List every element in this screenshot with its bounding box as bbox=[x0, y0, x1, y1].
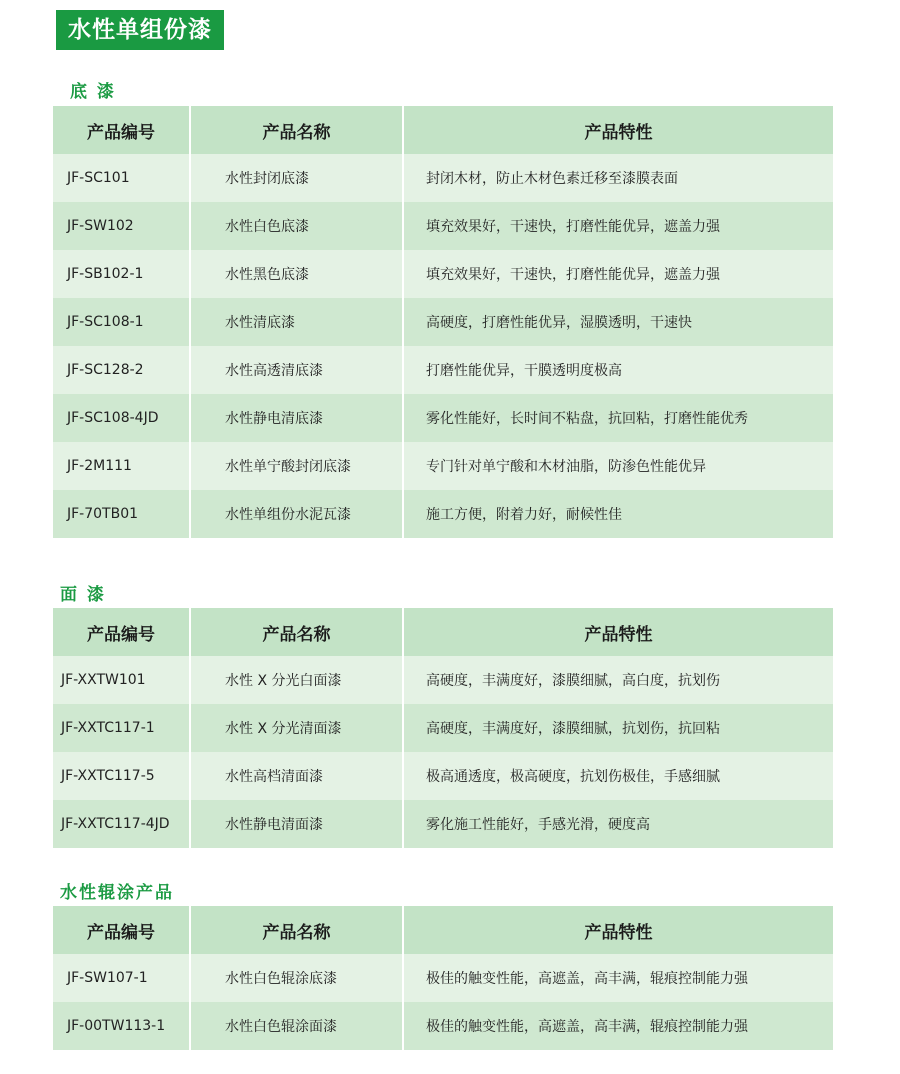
product-code: JF-SC108-1 bbox=[53, 298, 190, 346]
product-features: 极高通透度，极高硬度，抗划伤极佳，手感细腻 bbox=[403, 752, 833, 800]
table-header-row bbox=[53, 906, 833, 954]
header-features: 产品特性 bbox=[403, 106, 833, 154]
table-row bbox=[53, 656, 833, 704]
product-features: 施工方便，附着力好，耐候性佳 bbox=[403, 490, 833, 538]
product-features: 高硬度，丰满度好，漆膜细腻，高白度，抗划伤 bbox=[403, 656, 833, 704]
table-row bbox=[53, 752, 833, 800]
product-name: 水性单宁酸封闭底漆 bbox=[190, 442, 403, 490]
page-title: 水性单组份漆 bbox=[56, 10, 224, 50]
primer-table bbox=[53, 106, 833, 538]
section-heading-roller: 水性辊涂产品 bbox=[60, 883, 174, 903]
table-row bbox=[53, 954, 833, 1002]
product-name: 水性高透清底漆 bbox=[190, 346, 403, 394]
product-features: 高硬度，丰满度好，漆膜细腻，抗划伤，抗回粘 bbox=[403, 704, 833, 752]
product-features: 极佳的触变性能，高遮盖，高丰满，辊痕控制能力强 bbox=[403, 954, 833, 1002]
product-code: JF-70TB01 bbox=[53, 490, 190, 538]
table-row bbox=[53, 704, 833, 752]
product-name: 水性 X 分光白面漆 bbox=[190, 656, 403, 704]
product-name: 水性静电清面漆 bbox=[190, 800, 403, 848]
product-features: 高硬度，打磨性能优异，湿膜透明，干速快 bbox=[403, 298, 833, 346]
table-row bbox=[53, 250, 833, 298]
roller-table bbox=[53, 906, 833, 1050]
table-header-row bbox=[53, 106, 833, 154]
product-code: JF-SW107-1 bbox=[53, 954, 190, 1002]
product-code: JF-00TW113-1 bbox=[53, 1002, 190, 1050]
product-features: 雾化施工性能好，手感光滑，硬度高 bbox=[403, 800, 833, 848]
product-features: 专门针对单宁酸和木材油脂，防渗色性能优异 bbox=[403, 442, 833, 490]
table-header-row bbox=[53, 608, 833, 656]
product-code: JF-SW102 bbox=[53, 202, 190, 250]
product-features: 极佳的触变性能，高遮盖，高丰满，辊痕控制能力强 bbox=[403, 1002, 833, 1050]
product-features: 填充效果好，干速快，打磨性能优异，遮盖力强 bbox=[403, 202, 833, 250]
product-name: 水性单组份水泥瓦漆 bbox=[190, 490, 403, 538]
product-code: JF-XXTW101 bbox=[53, 656, 190, 704]
header-features: 产品特性 bbox=[403, 906, 833, 954]
product-name: 水性白色辊涂面漆 bbox=[190, 1002, 403, 1050]
header-name: 产品名称 bbox=[190, 106, 403, 154]
header-code: 产品编号 bbox=[53, 906, 190, 954]
product-features: 雾化性能好，长时间不粘盘，抗回粘，打磨性能优秀 bbox=[403, 394, 833, 442]
product-features: 填充效果好，干速快，打磨性能优异，遮盖力强 bbox=[403, 250, 833, 298]
table-row bbox=[53, 154, 833, 202]
table-row bbox=[53, 394, 833, 442]
product-code: JF-XXTC117-4JD bbox=[53, 800, 190, 848]
product-code: JF-2M111 bbox=[53, 442, 190, 490]
product-name: 水性 X 分光清面漆 bbox=[190, 704, 403, 752]
topcoat-table bbox=[53, 608, 833, 848]
table-row bbox=[53, 490, 833, 538]
product-name: 水性封闭底漆 bbox=[190, 154, 403, 202]
section-heading-primer: 底 漆 bbox=[70, 82, 116, 102]
table-row bbox=[53, 800, 833, 848]
product-name: 水性黑色底漆 bbox=[190, 250, 403, 298]
header-code: 产品编号 bbox=[53, 106, 190, 154]
product-code: JF-SC108-4JD bbox=[53, 394, 190, 442]
section-heading-topcoat: 面 漆 bbox=[60, 585, 106, 605]
product-code: JF-SC101 bbox=[53, 154, 190, 202]
header-features: 产品特性 bbox=[403, 608, 833, 656]
product-name: 水性白色底漆 bbox=[190, 202, 403, 250]
header-name: 产品名称 bbox=[190, 608, 403, 656]
table-row bbox=[53, 442, 833, 490]
header-code: 产品编号 bbox=[53, 608, 190, 656]
product-code: JF-XXTC117-1 bbox=[53, 704, 190, 752]
table-row bbox=[53, 202, 833, 250]
product-features: 打磨性能优异，干膜透明度极高 bbox=[403, 346, 833, 394]
product-name: 水性清底漆 bbox=[190, 298, 403, 346]
product-code: JF-SB102-1 bbox=[53, 250, 190, 298]
product-code: JF-SC128-2 bbox=[53, 346, 190, 394]
table-row bbox=[53, 346, 833, 394]
product-name: 水性静电清底漆 bbox=[190, 394, 403, 442]
product-name: 水性高档清面漆 bbox=[190, 752, 403, 800]
product-features: 封闭木材，防止木材色素迁移至漆膜表面 bbox=[403, 154, 833, 202]
table-row bbox=[53, 1002, 833, 1050]
table-row bbox=[53, 298, 833, 346]
product-name: 水性白色辊涂底漆 bbox=[190, 954, 403, 1002]
product-code: JF-XXTC117-5 bbox=[53, 752, 190, 800]
header-name: 产品名称 bbox=[190, 906, 403, 954]
